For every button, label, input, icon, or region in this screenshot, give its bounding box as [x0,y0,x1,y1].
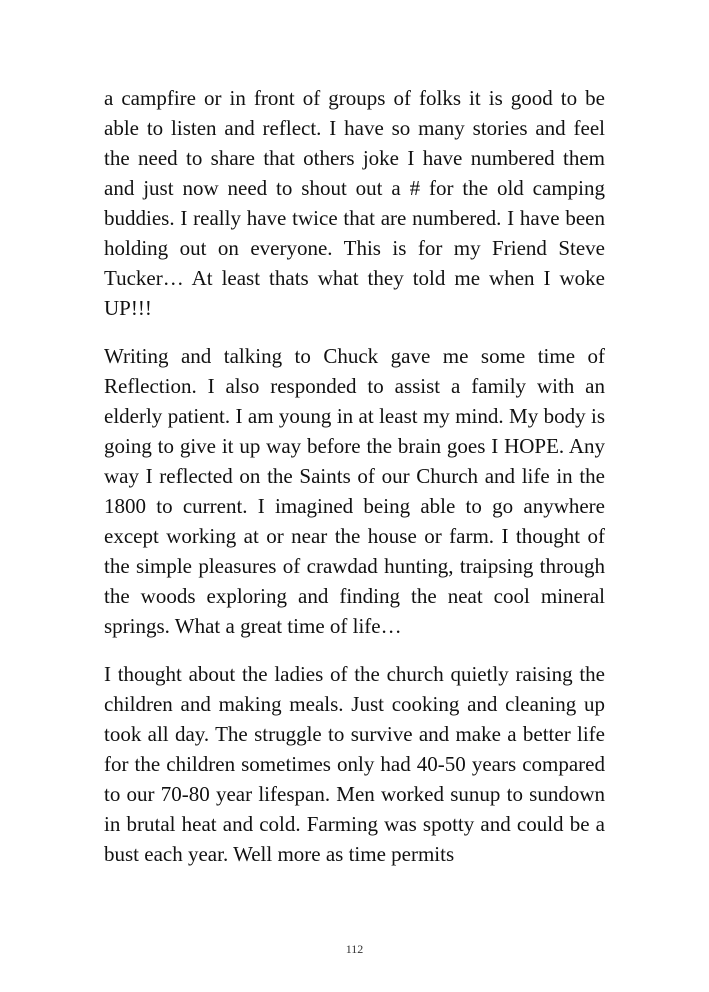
body-text [104,83,605,887]
paragraph-1: a campfire or in front of groups of folks it is good to be able to listen and reflect. I have so many stories and feel the need to share that others joke I have numbered them and just now need to shout out a # for the old camping buddies. I really have twice that are numbered. I have been holding out on everyone. This is for my Friend Steve Tucker… At least thats what they told me when I woke UP!!! [104,86,605,320]
paragraph-2: Writing and talking to Chuck gave me some time of Reflection. I also responded to assist a family with an elderly patient. I am young in at least my mind. My body is going to give it up way before the brain goes I HOPE. Any way I reflected on the Saints of our Church and life in the 1800 to current. I imagined being able to go anywhere except working at or near the house or farm. I thought of the simple pleasures of crawdad hunting, traipsing through the woods exploring and finding the neat cool mineral springs. What a great time of life… [104,344,605,638]
paragraph-3: I thought about the ladies of the church quietly raising the children and making meals. Just cooking and cleaning up took all day. The struggle to survive and make a better life for the children sometimes only had 40-50 years compared to our 70-80 year lifespan. Men worked sunup to sundown in brutal heat and cold. Farming was spotty and could be a bust each year. Well more as time permits [104,662,605,866]
page-number: 112 [345,942,364,956]
